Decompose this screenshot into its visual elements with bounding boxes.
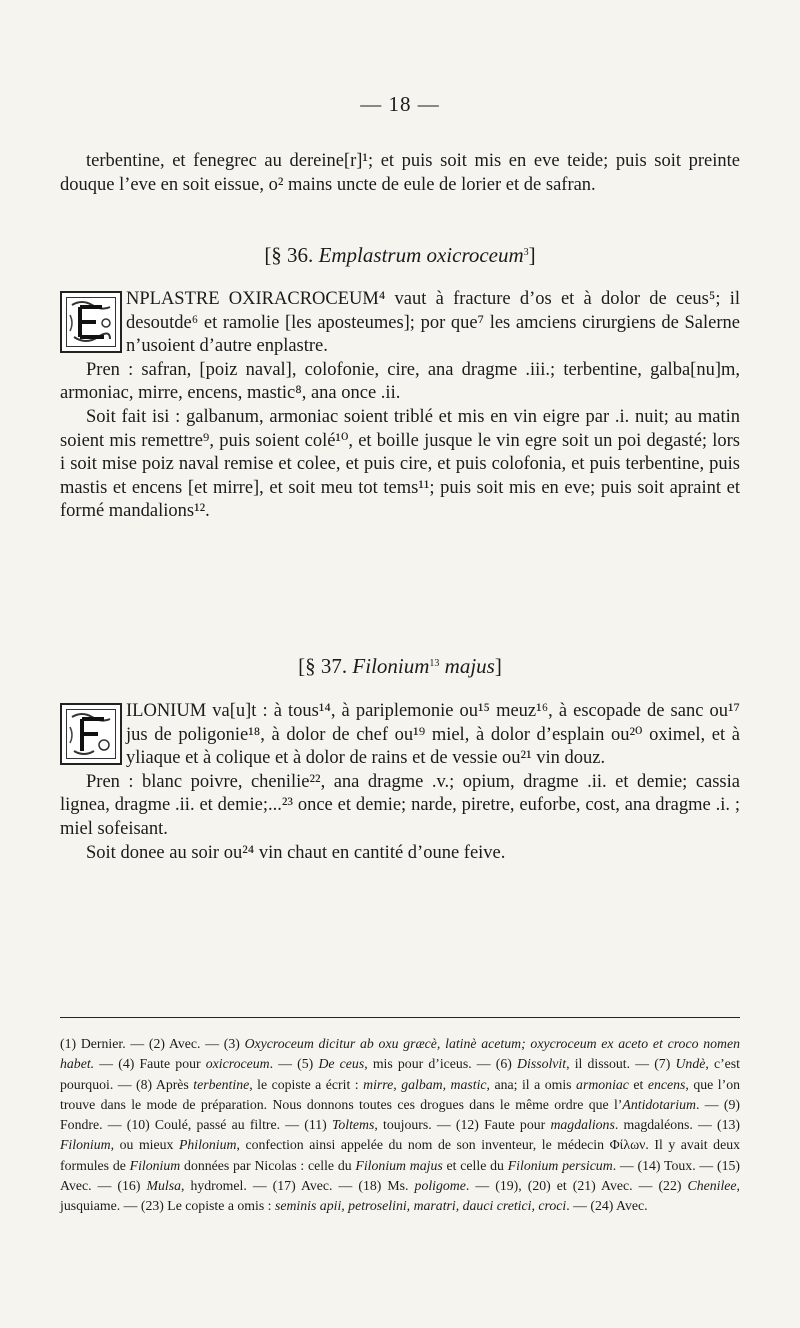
footnote-text: , le copiste a écrit : <box>249 1076 364 1092</box>
heading-title-2: majus <box>439 654 495 678</box>
footnote-italic: poligome <box>414 1178 466 1194</box>
footnote-text: . magdaléons. — (13) <box>614 1117 741 1133</box>
footnote-italic: Chenilee <box>687 1178 737 1194</box>
footnote-italic: encens <box>647 1076 686 1092</box>
footnotes <box>60 1034 740 1217</box>
heading-suffix: ] <box>494 654 502 678</box>
section-37-paragraph-2: Pren : blanc poivre, chenilie²², ana dragme .v.; opium, dragme .ii. et demie; cassia lignea, dragme .ii. et demie;...²³ once et demie; narde, piretre, euforbe, cost, ana dragme .i. ; miel sofeisant. <box>60 771 740 839</box>
footnote-text: données par Nicolas : celle du <box>180 1157 356 1173</box>
footnote-italic: Mulsa <box>146 1178 181 1194</box>
footnote-italic: magdalions <box>550 1117 615 1133</box>
section-37-body <box>60 700 740 865</box>
heading-title: Filonium <box>352 654 430 678</box>
footnote-italic: Filonium persicum <box>507 1157 613 1173</box>
footnote-text: , ou mieux <box>110 1137 179 1153</box>
footnote-italic: terbentine <box>193 1076 250 1092</box>
footnote-text: , que l’on trouve dans le mode de préparation. Nous donnons toutes ces drogues dans le même ordre que l’ <box>60 1076 740 1112</box>
footnote-text: , il dissout. — (7) <box>566 1056 676 1072</box>
footnote-text: — (4) Faute pour <box>94 1056 206 1072</box>
footnote-italic: Filonium majus <box>355 1157 443 1173</box>
section-36-heading <box>0 243 800 268</box>
footnote-italic: Toltems <box>331 1117 375 1133</box>
footnote-italic: Dissolvit <box>517 1056 567 1072</box>
section-37-heading <box>0 654 800 679</box>
heading-prefix: [§ 37. <box>298 654 353 678</box>
footnote-text: , ana; il a omis <box>486 1076 577 1092</box>
footnote-text: , hydromel. — (17) Avec. — (18) Ms. <box>180 1178 415 1194</box>
footnote-text: (1) Dernier. — (2) Avec. — (3) <box>60 1036 245 1051</box>
footnote-text: . — (19), (20) et (21) Avec. — (22) <box>465 1178 688 1194</box>
footnote-italic: Antidotarium <box>622 1096 696 1112</box>
section-36-body <box>60 288 740 524</box>
section-37-paragraph-3: Soit donee au soir ou²⁴ vin chaut en cantité d’oune feive. <box>86 842 506 863</box>
footnote-text: , c’est pourquoi. — (8) Après <box>60 1056 740 1092</box>
section-36-paragraph-3: Soit fait isi : galbanum, armoniac soient triblé et mis en vin eigre par .i. nuit; au matin soient mis remettre⁹, puis soient colé¹⁰, et boille jusque le vin egre soit un poi degasté; lors i soit mise poiz naval remise et colee, et puis cire, et puis colofonia, et puis terbentine, puis mastis et encens [et mirre], et soit meu tot tems¹¹; puis soit mis en eve; puis soit apraint et formé mandalions¹². <box>60 406 740 522</box>
footnote-text: , jusquiame. — (23) Le copiste a omis : <box>60 1178 740 1214</box>
heading-prefix: [§ 36. <box>264 243 319 267</box>
section-36-paragraph-2: Pren : safran, [poiz naval], colofonie, cire, ana dragme .iii.; terbentine, galba[nu]m, armoniac, mirre, encens, mastic⁸, ana once .ii. <box>60 359 740 404</box>
footnote-text: , mis pour d’iceus. — (6) <box>364 1056 518 1072</box>
footnote-text: . — (9) Fondre. — (10) Coulé, passé au filtre. — (11) <box>60 1096 741 1133</box>
footnote-italic: seminis apii, petroselini, maratri, dauci cretici, croci <box>274 1198 567 1214</box>
footnote-text: et <box>628 1076 648 1092</box>
ornate-initial-f-icon <box>60 703 122 765</box>
footnote-italic: De ceus <box>318 1056 365 1072</box>
footnote-italic: Oxycroceum dicitur ab oxu græcè, latinè acetum; oxycroceum ex aceto et croco nomen habet. <box>60 1036 740 1072</box>
footnote-text: , confection ainsi appelée du nom de son inventeur, le médecin Φίλων. Il y avait deux formules de <box>60 1137 740 1173</box>
heading-note-ref: 13 <box>429 658 440 669</box>
heading-suffix: ] <box>528 243 536 267</box>
heading-title: Emplastrum oxicroceum <box>318 243 524 267</box>
heading-note-ref: 3 <box>523 247 529 258</box>
footnote-italic: oxicroceum <box>205 1056 270 1072</box>
continuation-paragraph: terbentine, et fenegrec au dereine[r]¹; et puis soit mis en eve teide; puis soit preinte douque l’eve en soit eissue, o² mains uncte de eule de lorier et de safran. <box>60 151 740 195</box>
footnote-text: et celle du <box>442 1157 508 1173</box>
footnote-italic: Philonium <box>178 1137 237 1153</box>
footnote-text: , toujours. — (12) Faute pour <box>374 1117 551 1133</box>
footnote-italic: mirre, galbam, mastic <box>363 1076 487 1092</box>
ornate-initial-e-icon <box>60 291 122 353</box>
footnote-divider <box>60 1017 740 1018</box>
footnote-text: . — (24) Avec. <box>566 1198 648 1214</box>
page-number: — 18 — <box>360 92 440 116</box>
footnote-text: . — (5) <box>269 1056 319 1072</box>
footnote-italic: Undè <box>675 1056 706 1072</box>
footnote-italic: Filonium <box>129 1157 181 1173</box>
footnote-text: . — (14) Toux. — (15) Avec. — (16) <box>60 1157 741 1194</box>
section-36-paragraph-1: NPLASTRE OXIRACROCEUM⁴ vaut à fracture d’os et à dolor de ceus⁵; il desoutde⁶ et ramolie [les aposteumes]; por que⁷ les amciens cirurgiens de Salerne n’usoient d’autre enplastre. <box>126 289 740 357</box>
footnote-italic: armoniac <box>576 1076 629 1092</box>
section-37-paragraph-1: ILONIUM va[u]t : à tous¹⁴, à pariplemonie ou¹⁵ meuz¹⁶, à escopade de sanc ou¹⁷ jus de poligonie¹⁸, à dolor de chef ou¹⁹ miel, à dolor d’esplain ou²⁰ oximel, et à yliaque et à colique et à dolor de rains et de vessie ou²¹ vin douz. <box>126 701 740 769</box>
footnote-italic: Filonium <box>60 1137 111 1153</box>
